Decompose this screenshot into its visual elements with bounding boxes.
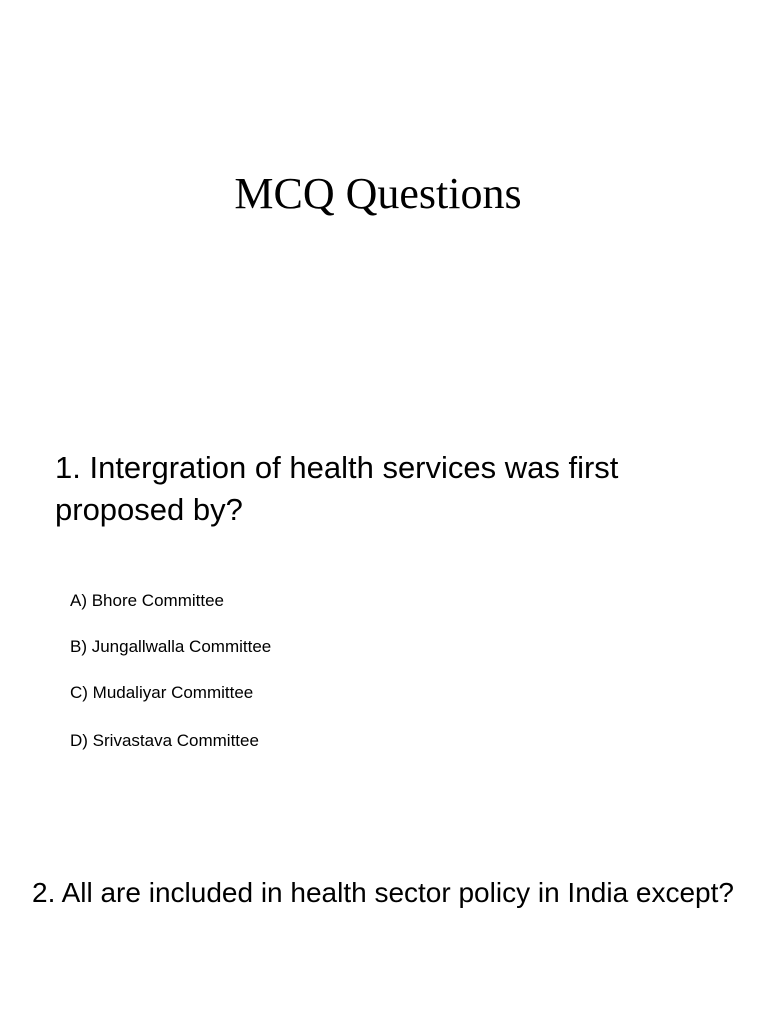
option-c: C) Mudaliyar Committee <box>70 683 254 702</box>
option-d: D) Srivastava Committee <box>70 731 259 750</box>
option-b: B) Jungallwalla Committee <box>70 637 272 656</box>
question-1-options <box>70 589 271 753</box>
question-1-text: 1. Intergration of health services was first proposed by? <box>55 450 619 527</box>
option-a: A) Bhore Committee <box>70 591 224 610</box>
page-title: MCQ Questions <box>234 169 522 218</box>
question-2-text: 2. All are included in health sector policy in India except? <box>32 877 734 908</box>
